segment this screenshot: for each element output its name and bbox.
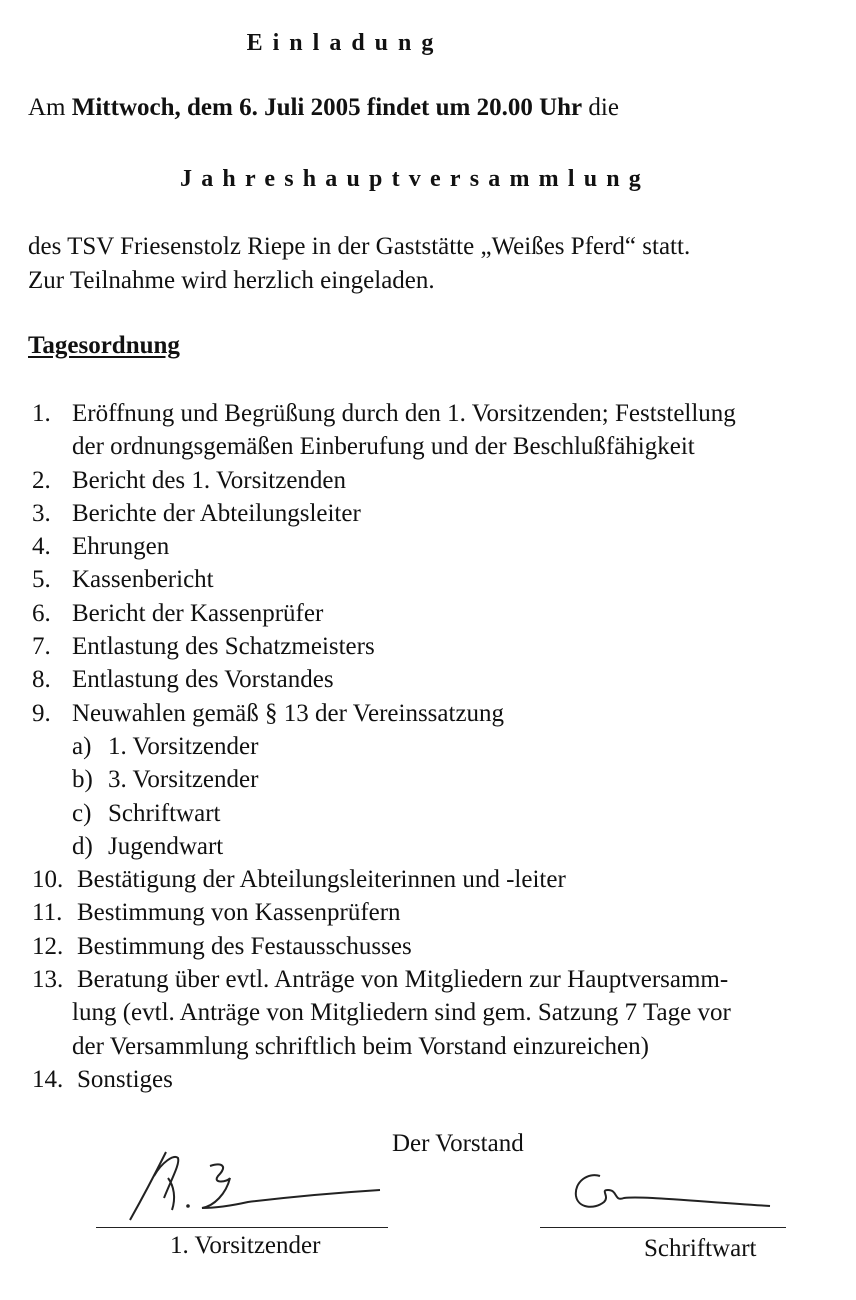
agenda-item bbox=[32, 530, 847, 563]
agenda-number: 5. bbox=[32, 566, 51, 594]
agenda-item bbox=[32, 397, 847, 464]
agenda-number: 9. bbox=[32, 699, 51, 727]
meeting-name: Jahreshauptversammlung bbox=[180, 166, 650, 192]
signature-chairman bbox=[118, 1148, 388, 1228]
agenda-item bbox=[32, 630, 847, 663]
agenda-item bbox=[32, 497, 847, 530]
agenda-number: 2. bbox=[32, 466, 51, 494]
agenda-text: Entlastung des Vorstandes bbox=[72, 666, 334, 694]
subitem-letter: b) bbox=[72, 766, 93, 794]
agenda-item bbox=[32, 896, 847, 929]
agenda-text: Bestimmung des Festausschusses bbox=[77, 932, 412, 960]
subitem-text: 3. Vorsitzender bbox=[108, 766, 259, 794]
closing-text: Der Vorstand bbox=[392, 1130, 524, 1157]
agenda-number: 3. bbox=[32, 499, 51, 527]
agenda-number: 10. bbox=[32, 866, 64, 894]
agenda-text: Eröffnung und Begrüßung durch den 1. Vorsitzenden; Feststellung bbox=[72, 400, 736, 427]
subitem-text: Schriftwart bbox=[108, 799, 221, 827]
agenda-text: Neuwahlen gemäß § 13 der Vereinssatzung bbox=[72, 699, 505, 727]
intro-date-time: Mittwoch, dem 6. Juli 2005 findet um 20.00 Uhr bbox=[71, 94, 583, 121]
agenda-item bbox=[32, 663, 847, 696]
agenda-text: Kassenbericht bbox=[72, 566, 214, 594]
subitem-letter: a) bbox=[72, 732, 92, 760]
agenda-number: 13. bbox=[32, 966, 64, 994]
agenda-number: 1. bbox=[32, 400, 51, 427]
agenda-subitem bbox=[32, 830, 847, 863]
agenda-number: 4. bbox=[32, 533, 51, 561]
agenda-number: 8. bbox=[32, 666, 51, 694]
agenda-text: Bericht des 1. Vorsitzenden bbox=[72, 466, 347, 494]
agenda-text: der ordnungsgemäßen Einberufung und der Beschlußfähigkeit bbox=[72, 433, 695, 461]
agenda-subitem bbox=[32, 763, 847, 796]
agenda-text: der Versammlung schriftlich beim Vorstand einzureichen) bbox=[72, 1032, 649, 1060]
agenda-item bbox=[32, 1063, 847, 1096]
document-title: Einladung bbox=[246, 30, 444, 56]
signature-line bbox=[96, 1227, 388, 1228]
agenda-item bbox=[32, 697, 847, 730]
agenda-item bbox=[32, 464, 847, 497]
agenda-subitem bbox=[32, 797, 847, 830]
agenda-item bbox=[32, 930, 847, 963]
agenda-list bbox=[32, 397, 847, 1096]
agenda-text: lung (evtl. Anträge von Mitgliedern sind gem. Satzung 7 Tage vor bbox=[72, 999, 731, 1027]
intro-prefix: Am bbox=[28, 94, 72, 121]
agenda-text: Bericht der Kassenprüfer bbox=[72, 599, 324, 627]
agenda-text: Bestimmung von Kassenprüfern bbox=[77, 899, 401, 927]
agenda-subitem bbox=[32, 730, 847, 763]
agenda-item bbox=[32, 563, 847, 596]
subitem-letter: c) bbox=[72, 799, 92, 827]
agenda-number: 7. bbox=[32, 633, 51, 661]
agenda-text: Bestätigung der Abteilungsleiterinnen und -leiter bbox=[77, 866, 566, 894]
intro-suffix: die bbox=[582, 94, 619, 121]
agenda-text: Entlastung des Schatzmeisters bbox=[72, 633, 375, 661]
subitem-text: 1. Vorsitzender bbox=[108, 732, 259, 760]
invitation-paragraph bbox=[28, 230, 690, 298]
agenda-number: 12. bbox=[32, 932, 64, 960]
agenda-heading: Tagesordnung bbox=[28, 332, 180, 359]
role-chairman: 1. Vorsitzender bbox=[170, 1232, 321, 1259]
agenda-text: Sonstiges bbox=[77, 1065, 173, 1093]
agenda-text: Berichte der Abteilungsleiter bbox=[72, 499, 361, 527]
role-secretary: Schriftwart bbox=[644, 1235, 757, 1262]
intro-line bbox=[28, 94, 619, 122]
agenda-number: 14. bbox=[32, 1065, 64, 1093]
agenda-text: Beratung über evtl. Anträge von Mitgliedern zur Hauptversamm- bbox=[77, 966, 729, 994]
agenda-item bbox=[32, 863, 847, 896]
agenda-text: Ehrungen bbox=[72, 533, 170, 561]
agenda-number: 11. bbox=[32, 899, 63, 927]
signature-secretary bbox=[570, 1168, 780, 1218]
agenda-item bbox=[32, 963, 847, 1063]
signature-line bbox=[540, 1227, 786, 1228]
subitem-letter: d) bbox=[72, 832, 93, 860]
subitem-text: Jugendwart bbox=[108, 832, 224, 860]
paragraph-line: Zur Teilnahme wird herzlich eingeladen. bbox=[28, 267, 435, 294]
paragraph-line: des TSV Friesenstolz Riepe in der Gaststätte „Weißes Pferd“ statt. bbox=[28, 233, 691, 260]
agenda-item bbox=[32, 597, 847, 630]
agenda-number: 6. bbox=[32, 599, 51, 627]
